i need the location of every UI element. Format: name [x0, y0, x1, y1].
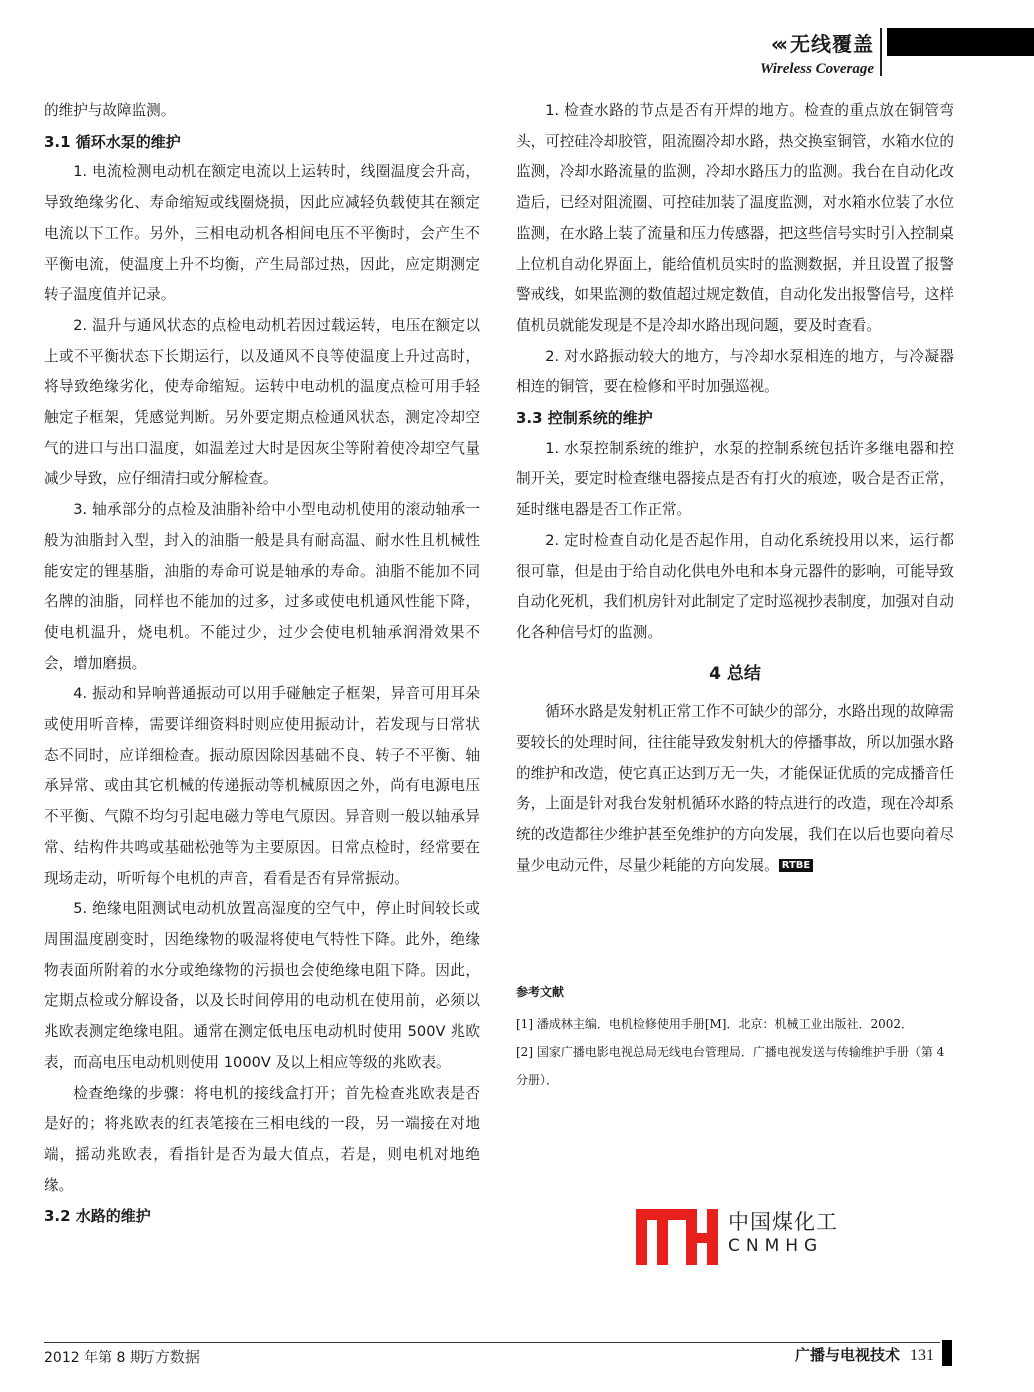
- journal-name: 广播与电视技术: [794, 1346, 900, 1364]
- header-black-bar: [887, 28, 1034, 56]
- paragraph: 4. 振动和异响普通振动可以用手碰触定子框架，异音可用耳朵或使用听音棒，需要详细资料时则应使用振动计，若发现与日常状态不同时，应详细检查。振动原因除因基础不良、转子不平衡、轴承异常、或由其它机械的传递振动等机械原因之外，尚有电源电压不平衡、气隙不均匀引起电磁力等电气原因。异音则一般以轴承异常、结构件共鸣或基础松弛等为主要原因。日常点检时，经常要在现场走动，听听每个电机的声音，看看是否有异常振动。: [44, 685, 480, 887]
- reference-item: [2] 国家广播电影电视总局无线电台管理局．广播电视发送与传输维护手册（第 4 分册）．: [516, 1045, 945, 1087]
- paragraph: 3. 轴承部分的点检及油脂补给中小型电动机使用的滚动轴承一般为油脂封入型，封入的油脂一般是具有耐高温、耐水性且机械性能安定的锂基脂，油脂的寿命可说是轴承的寿命。油脂不能加不同名牌的油脂，同样也不能加的过多，过多或使电机通风性能下降，使电机温升，烧电机。不能过少，过少会使电机轴承润滑效果不会，增加磨损。: [44, 501, 480, 672]
- section-3-1-heading: 3.1 循环水泵的维护: [44, 132, 181, 151]
- paragraph: 检查绝缘的步骤：将电机的接线盒打开；首先检查兆欧表是否是好的；将兆欧表的红表笔接在三相电线的一段，另一端接在对地端，摇动兆欧表，看指针是否为最大值点，若是，则电机对地绝缘。: [44, 1084, 480, 1194]
- continuation-text: 的维护与故障监测。: [44, 102, 176, 119]
- paragraph: 2. 对水路振动较大的地方，与冷却水泵相连的地方，与冷凝器相连的铜管，要在检修和平时加强巡视。: [516, 347, 954, 396]
- header-section-cn: «‹ 无线覆盖: [770, 32, 874, 56]
- paragraph: 1. 检查水路的节点是否有开焊的地方。检查的重点放在铜管弯头，可控硅冷却胶管，阻流圈冷却水路，热交换室铜管，水箱水位的监测，冷却水路流量的监测，冷却水路压力的监测。我台在自动化改造后，已经对阻流圈、可控硅加装了温度监测，对水箱水位装了水位监测，在水路上装了流量和压力传感器，把这些信号实时引入控制桌上位机自动化界面上，能给值机员实时的监测数据，并且设置了报警警戒线，如果监测的数值超过规定数值，自动化发出报警信号，这样值机员就能发现是不是冷却水路出现问题，要及时查看。: [516, 102, 954, 334]
- section-3-3-heading: 3.3 控制系统的维护: [516, 409, 653, 428]
- header-section-en: Wireless Coverage: [759, 61, 874, 77]
- paragraph: [516, 697, 954, 881]
- footer-issue: [44, 1346, 200, 1367]
- footer-black-bar: [942, 1340, 952, 1366]
- paragraph: 1. 水泵控制系统的维护，水泵的控制系统包括许多继电器和控制开关，要定时检查继电器接点是否有打火的痕迹，吸合是否正常，延时继电器是否工作正常。: [516, 439, 954, 519]
- left-column: [44, 96, 480, 1232]
- section-3-2-heading: 3.2 水路的维护: [44, 1207, 151, 1226]
- double-chevron-left-icon: «‹: [770, 32, 784, 56]
- issue-label: 2012 年第 8 期: [44, 1350, 144, 1366]
- page-number: 131: [910, 1347, 934, 1364]
- paragraph: 5. 绝缘电阻测试电动机放置高湿度的空气中，停止时间较长或周围温度剧变时，因绝缘物的吸湿将使电气特性下降。此外，绝缘物表面所附着的水分或绝缘物的污损也会使绝缘电阻下降。因此，定期点检或分解设备，以及长时间停用的电动机在使用前，必须以兆欧表测定绝缘电阻。通常在测定低电压电动机时使用 500V 兆欧表，而高电压电动机则使用 1000V 及以上相应等级的兆欧表。: [44, 900, 480, 1071]
- paragraph: 1. 电流检测电动机在额定电流以上运转时，线圈温度会升高，导致绝缘劣化、寿命缩短或线圈烧损，因此应减轻负载使其在额定电流以下工作。另外，三相电动机各相间电压不平衡时，会产生不平衡电流，使温度上升不均衡，产生局部过热，因此，应定期测定转子温度值并记录。: [44, 163, 480, 304]
- section-4-heading: 4 总结: [709, 663, 761, 684]
- footer-journal: [795, 1344, 934, 1365]
- header-divider: [880, 28, 882, 76]
- rtbe-badge: RTBE: [779, 859, 814, 872]
- footer-rule: [44, 1342, 940, 1343]
- paragraph: 2. 温升与通风状态的点检电动机若因过载运转，电压在额定以上或不平衡状态下长期运行，以及通风不良等使温度上升过高时，将导致绝缘劣化，使寿命缩短。运转中电动机的温度点检可用手轻触定子框架，凭感觉判断。另外要定期点检通风状态，测定冷却空气的进口与出口温度，如温差过大时是因灰尘等附着使冷却空气量减少导致，应仔细清扫或分解检查。: [44, 316, 480, 488]
- references: [516, 978, 954, 1094]
- references-title: 参考文献: [516, 985, 565, 999]
- running-header: [760, 28, 874, 78]
- paragraph: 2. 定时检查自动化是否起作用，自动化系统投用以来，运行都很可靠，但是由于给自动化供电外电和本身元器件的影响，可能导致自动化死机，我们机房针对此制定了定时巡视抄表制度，加强对自动化各种信号灯的监测。: [516, 531, 954, 641]
- logo-text-en: CNMHG: [728, 1236, 824, 1256]
- conclusion-text: 循环水路是发射机正常工作不可缺少的部分，水路出现的故障需要较长的处理时间，往往能导致发射机大的停播事故，所以加强水路的维护和改造，使它真正达到万无一失，才能保证优质的完成播音任务，上面是针对我台发射机循环水路的特点进行的改造，现在冷却系统的改造都往少维护甚至免维护的方向发展，我们在以后也要向着尽量少电动元件，尽量少耗能的方向发展。: [516, 703, 954, 874]
- cnmhg-mark-icon: [636, 1209, 718, 1265]
- reference-item: [1] 潘成林主编．电机检修使用手册[M]．北京：机械工业出版社．2002．: [516, 1017, 914, 1031]
- watermark-text: 万方数据: [139, 1348, 200, 1366]
- logo-text-cn: 中国煤化工: [728, 1210, 838, 1234]
- right-column: [516, 96, 954, 882]
